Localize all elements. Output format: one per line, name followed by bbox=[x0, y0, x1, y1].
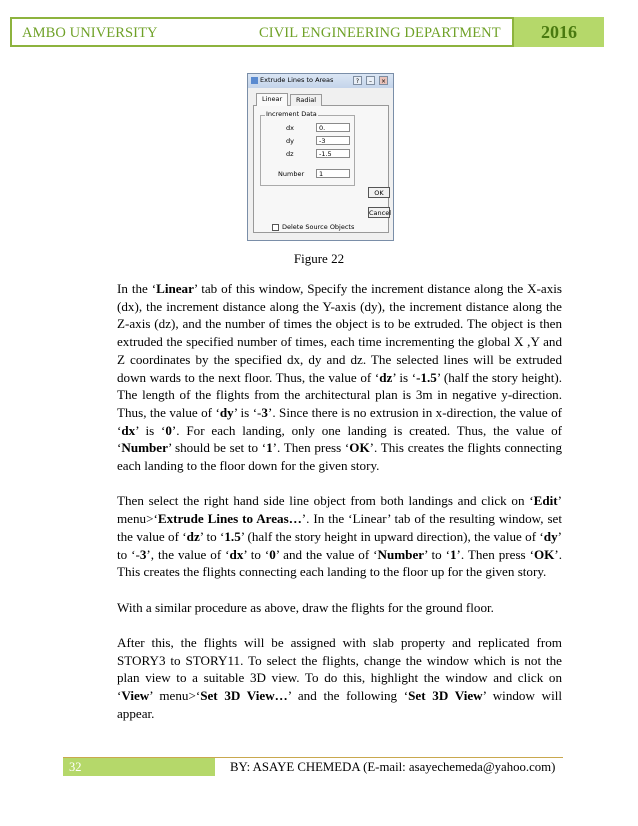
paragraph-1 bbox=[117, 280, 562, 475]
tab-linear[interactable]: Linear bbox=[256, 93, 288, 106]
text-run: With a similar procedure as above, draw the flights for the ground floor. bbox=[117, 599, 494, 615]
text-run: ’ is ‘- bbox=[233, 404, 262, 420]
text-run: ’ (half the story height). The length of the flights from the architectural plan is 3m in negative y-direction. Thus, the value of ‘ bbox=[117, 369, 563, 420]
footer-author: BY: ASAYE CHEMEDA (E-mail: asayechemeda@yahoo.com) bbox=[230, 760, 556, 774]
text-run: ’. Since there is no extrusion in x-direction, the value of ‘ bbox=[117, 404, 562, 438]
page-footer bbox=[63, 757, 563, 777]
bold-term: 1 bbox=[266, 440, 273, 456]
bold-term: Extrude Lines to Areas… bbox=[157, 511, 302, 527]
bold-term: Linear bbox=[156, 281, 194, 296]
group-title: Increment Data bbox=[266, 110, 317, 118]
text-run: ’ to ‘ bbox=[243, 546, 270, 562]
text-run: ’ menu>‘ bbox=[117, 493, 562, 527]
number-label: Number bbox=[278, 170, 305, 178]
text-run: After this, the flights will be assigned with slab property and replicated from STORY3 to STORY11. To select the flights, change the window which is not the plan view to a suitable 3D view. To do this, highlight the window and click on ‘ bbox=[117, 635, 562, 704]
header-year: 2016 bbox=[514, 17, 604, 47]
text-run: ’. For each landing, only one landing is created. Thus, the value of ‘ bbox=[117, 422, 563, 456]
text-run: ’ to ‘ bbox=[199, 528, 225, 544]
number-field[interactable]: 1 bbox=[316, 169, 350, 178]
dz-field[interactable]: -1.5 bbox=[316, 149, 350, 158]
bold-term: Number bbox=[377, 546, 425, 562]
bold-term: dz bbox=[186, 528, 200, 544]
bold-term: dy bbox=[219, 404, 234, 420]
bold-term: dy bbox=[543, 528, 558, 544]
text-run: ’ to ‘ bbox=[424, 546, 450, 562]
text-run: Then select the right hand side line object from both landings and click on ‘ bbox=[117, 493, 534, 509]
text-run: ’. This creates the flights connecting each landing to the floor down for the given story. bbox=[117, 440, 562, 474]
text-run: ’. In the ‘Linear’ tab of the resulting window, set the value of ‘ bbox=[117, 511, 562, 544]
header-box bbox=[10, 17, 514, 47]
text-run: ’ to ‘- bbox=[117, 528, 562, 562]
text-run: ’ and the value of ‘ bbox=[275, 546, 378, 562]
bold-term: dx bbox=[229, 546, 244, 562]
figure-caption: Figure 22 bbox=[293, 251, 345, 266]
tab-radial[interactable]: Radial bbox=[290, 94, 322, 106]
cancel-button[interactable]: Cancel bbox=[369, 209, 392, 217]
text-run: ’ is ‘ bbox=[135, 422, 166, 438]
bold-term: 3 bbox=[139, 546, 147, 562]
text-run: ’. Then press ‘ bbox=[456, 546, 534, 562]
dialog-titlebar bbox=[248, 74, 393, 88]
delete-source-checkbox[interactable] bbox=[272, 224, 279, 231]
paragraph-2 bbox=[117, 492, 562, 581]
app-icon bbox=[251, 77, 258, 84]
ok-button[interactable]: OK bbox=[368, 187, 390, 198]
text-run: ’ menu>‘ bbox=[149, 688, 201, 704]
page-header bbox=[10, 17, 604, 47]
text-run: ’ should be set to ‘ bbox=[167, 440, 267, 456]
dz-label: dz bbox=[286, 150, 294, 158]
bold-term: OK bbox=[349, 440, 370, 456]
bold-term: 1.5 bbox=[224, 528, 241, 544]
dialog-title: Extrude Lines to Areas bbox=[260, 76, 334, 84]
text-run: ’ and the following ‘ bbox=[287, 688, 409, 704]
header-department: CIVIL ENGINEERING DEPARTMENT bbox=[259, 25, 501, 41]
bold-term: 0 bbox=[165, 422, 172, 438]
text-run: ’, the value of ‘ bbox=[146, 546, 230, 562]
text-run: ’. Then press ‘ bbox=[272, 440, 350, 456]
bold-term: Set 3D View… bbox=[200, 688, 288, 704]
dy-label: dy bbox=[286, 137, 294, 145]
dx-label: dx bbox=[286, 124, 294, 132]
paragraph-4 bbox=[117, 634, 562, 723]
bold-term: -1.5 bbox=[416, 369, 437, 385]
bold-term: dx bbox=[121, 422, 136, 438]
paragraph-3 bbox=[117, 599, 562, 617]
text-run: In the ‘ bbox=[117, 281, 157, 296]
text-run: ’. This creates the flights connecting each landing to the floor up for the given story. bbox=[117, 546, 562, 580]
body-text bbox=[117, 280, 562, 740]
header-university: AMBO UNIVERSITY bbox=[22, 25, 158, 41]
bold-term: dz bbox=[379, 369, 393, 385]
extrude-dialog-screenshot bbox=[247, 73, 394, 241]
text-run: ’ (half the story height in upward direction), the value of ‘ bbox=[240, 528, 544, 544]
bold-term: 0 bbox=[269, 546, 276, 562]
delete-source-label: Delete Source Objects bbox=[282, 223, 355, 231]
text-run: ’ tab of this window, Specify the increment distance along the X-axis (dx), the increment distance along the Y-axis (dy), the increment distance along the Z-axis (dz), and the number of times the object is to be extruded. The object is then extruded the specified number of times, each time incrementing the global X ,Y and Z coordinates by the specified dx, dy and dz. The selected lines will be extruded down wards to the next floor. Thus, the value of ‘ bbox=[117, 281, 562, 385]
bold-term: Set 3D View bbox=[408, 688, 483, 704]
bold-term: Number bbox=[121, 440, 168, 456]
bold-term: 1 bbox=[449, 546, 457, 562]
text-run: ’ is ‘ bbox=[392, 369, 417, 385]
help-icon[interactable]: ? bbox=[353, 76, 362, 85]
dy-field[interactable]: -3 bbox=[316, 136, 350, 145]
text-run: ’ window will appear. bbox=[117, 688, 562, 721]
bold-term: OK bbox=[533, 546, 555, 562]
bold-term: Edit bbox=[533, 493, 558, 509]
close-icon[interactable]: × bbox=[380, 78, 387, 85]
minimize-icon[interactable]: – bbox=[366, 76, 375, 85]
page-number: 32 bbox=[63, 758, 215, 776]
dx-field[interactable]: 0. bbox=[316, 123, 350, 132]
bold-term: 3 bbox=[261, 404, 268, 420]
bold-term: View bbox=[121, 688, 150, 704]
